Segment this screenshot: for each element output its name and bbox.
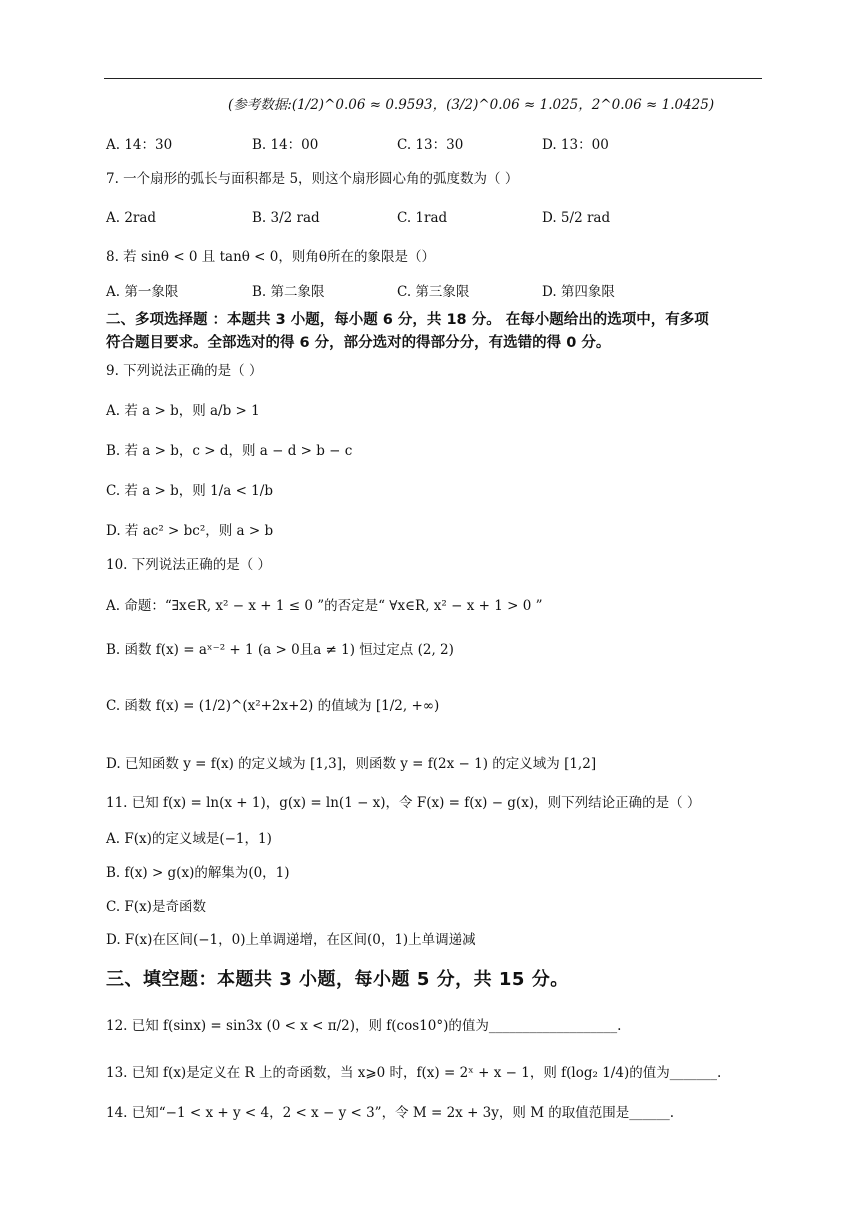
q7-option-d: D. 5/2 rad	[542, 210, 611, 226]
q8-stem: 8. 若 sinθ < 0 且 tanθ < 0，则角θ所在的象限是（）	[106, 249, 436, 265]
q10-option-a: A. 命题：“∃x∈R, x² − x + 1 ≤ 0 ”的否定是“ ∀x∈R, x² − x + 1 > 0 ”	[106, 598, 543, 614]
q11-option-a: A. F(x)的定义域是(−1，1)	[106, 831, 272, 847]
q8-option-c: C. 第三象限	[397, 284, 470, 300]
section3-heading: 三、填空题：本题共 3 小题，每小题 5 分，共 15 分。	[106, 969, 569, 990]
q14-stem: 14. 已知“−1 < x + y < 4，2 < x − y < 3”，令 M = 2x + 3y，则 M 的取值范围是______.	[106, 1105, 675, 1121]
q9-option-c: C. 若 a > b，则 1/a < 1/b	[106, 483, 273, 499]
q9-stem: 9. 下列说法正确的是（ ）	[106, 363, 263, 379]
q8-option-d: D. 第四象限	[542, 284, 615, 300]
q9-option-b: B. 若 a > b，c > d，则 a − d > b − c	[106, 443, 353, 459]
q11-option-c: C. F(x)是奇函数	[106, 899, 206, 915]
q7-option-a: A. 2rad	[106, 210, 157, 226]
q7-option-b: B. 3/2 rad	[252, 210, 320, 226]
q10-option-d: D. 已知函数 y = f(x) 的定义域为 [1,3]，则函数 y = f(2x − 1) 的定义域为 [1,2]	[106, 756, 597, 772]
q9-option-d: D. 若 ac² > bc²，则 a > b	[106, 523, 274, 539]
q10-stem: 10. 下列说法正确的是（ ）	[106, 557, 272, 573]
reference-data: (参考数据:(1/2)^0.06 ≈ 0.9593，(3/2)^0.06 ≈ 1.025，2^0.06 ≈ 1.0425)	[228, 97, 715, 113]
section2-heading-line2: 符合题目要求。全部选对的得 6 分，部分选对的得部分分，有选错的得 0 分。	[106, 335, 611, 351]
q12-stem: 12. 已知 f(sinx) = sin3x (0 < x < π/2)，则 f(cos10°)的值为___________________.	[106, 1018, 622, 1034]
q8-option-a: A. 第一象限	[106, 284, 179, 300]
q10-option-c: C. 函数 f(x) = (1/2)^(x²+2x+2) 的值域为 [1/2, +∞)	[106, 698, 440, 714]
q6-option-d: D. 13：00	[542, 137, 609, 153]
q6-option-b: B. 14：00	[252, 137, 319, 153]
header-rule	[104, 78, 762, 79]
q11-option-b: B. f(x) > g(x)的解集为(0，1)	[106, 865, 290, 881]
q11-option-d: D. F(x)在区间(−1，0)上单调递增，在区间(0，1)上单调递减	[106, 932, 476, 948]
q7-option-c: C. 1rad	[397, 210, 448, 226]
q13-stem: 13. 已知 f(x)是定义在 R 上的奇函数，当 x⩾0 时，f(x) = 2ˣ + x − 1，则 f(log₂ 1/4)的值为_______.	[106, 1065, 722, 1081]
q11-stem: 11. 已知 f(x) = ln(x + 1)，g(x) = ln(1 − x)，令 F(x) = f(x) − g(x)，则下列结论正确的是（ ）	[106, 795, 701, 811]
q10-option-b: B. 函数 f(x) = aˣ⁻² + 1 (a > 0且a ≠ 1) 恒过定点 (2, 2)	[106, 642, 454, 658]
q6-option-c: C. 13：30	[397, 137, 464, 153]
q6-option-a: A. 14：30	[106, 137, 173, 153]
q8-option-b: B. 第二象限	[252, 284, 325, 300]
q7-stem: 7. 一个扇形的弧长与面积都是 5，则这个扇形圆心角的弧度数为（ ）	[106, 171, 519, 187]
q9-option-a: A. 若 a > b，则 a/b > 1	[106, 403, 260, 419]
section2-heading-line1: 二、多项选择题 ：本题共 3 小题，每小题 6 分，共 18 分。 在每小题给出的选项中，有多项	[106, 312, 709, 328]
